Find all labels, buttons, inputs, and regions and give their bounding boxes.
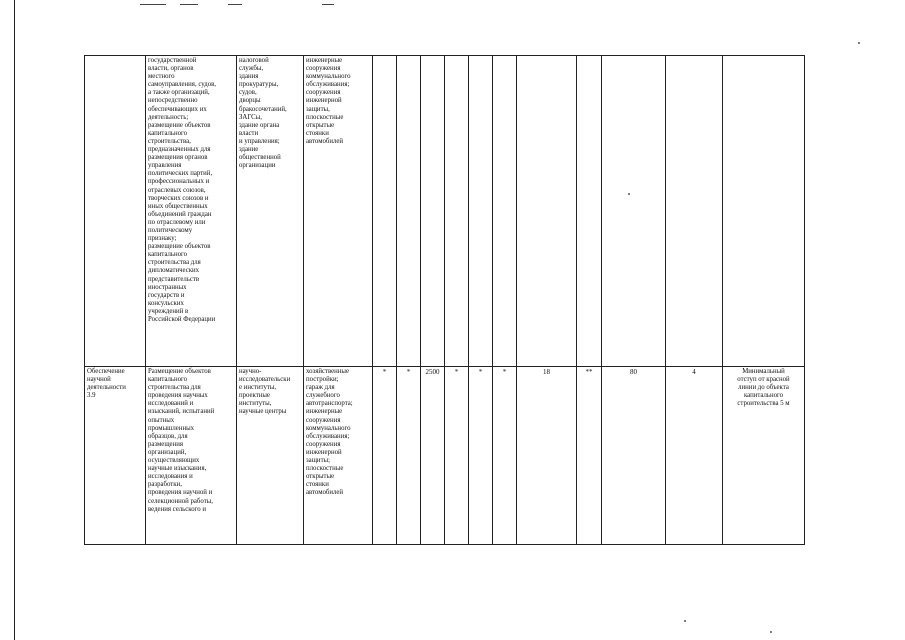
param-cell	[373, 56, 397, 367]
cell-text-line: Российской Федерации	[148, 316, 216, 323]
cell-text-line: власти	[239, 129, 259, 137]
param-cell: *	[373, 367, 397, 545]
cell-text-line: автомобилей	[306, 489, 344, 497]
cell-text-line: изысканий, испытаний	[148, 408, 215, 416]
cell-text-line: а также организаций,	[148, 89, 210, 97]
cell-text-line: коммунального	[306, 424, 351, 432]
auxiliary-uses-cell	[304, 56, 373, 367]
cell-text-line: деятельности	[87, 384, 126, 392]
cell-text-line: политических партий,	[148, 170, 213, 178]
cell-text-line: проведения научной и	[148, 489, 213, 497]
param-cell	[421, 56, 445, 367]
land-use-regulations-table	[84, 55, 805, 545]
cell-text-line: размещения	[148, 440, 183, 448]
cell-text-line: научные изыскания,	[148, 465, 207, 473]
description-cell	[146, 56, 237, 367]
cell-text-line: капитального	[148, 376, 188, 384]
param-cell	[469, 56, 493, 367]
cell-text-line: творческих союзов и	[148, 194, 209, 202]
cell-text-line: инженерные	[306, 57, 343, 64]
cell-text-line: признаку;	[148, 235, 177, 243]
cell-text-line: здание	[239, 146, 259, 154]
cell-text-line: налоговой	[239, 57, 269, 64]
cell-text-line: сооружения	[306, 416, 341, 424]
cell-text-line: автотранспорта;	[306, 400, 353, 408]
cell-text-line: научные центры	[239, 408, 287, 416]
cell-text-line: обслуживания;	[306, 81, 350, 89]
cell-text-line: государственной	[148, 57, 197, 64]
cell-text-line: самоуправления, судов,	[148, 81, 216, 89]
main-uses-cell	[237, 56, 304, 367]
cell-text-line: исследовательски	[239, 376, 291, 384]
cell-text-line: консульских	[148, 299, 184, 307]
cell-text-line: сооружения	[306, 65, 341, 73]
cell-text-line: служебного	[306, 392, 340, 400]
cell-text-line: автомобилей	[306, 137, 344, 145]
cell-text-line: образцов, для	[148, 432, 188, 440]
cell-text-line: здания	[239, 73, 259, 81]
cell-text-line: местного	[148, 73, 175, 81]
cell-text-line: иных общественных	[148, 202, 208, 210]
cell-text-line: инженерной	[306, 97, 342, 105]
cell-text-line: капитального	[743, 392, 784, 400]
table-row-continued	[85, 56, 805, 367]
cell-text-line: промышленных	[148, 424, 195, 432]
code-cell	[85, 56, 146, 367]
scan-mark	[322, 4, 334, 5]
cell-text-line: инженерные	[306, 408, 343, 416]
cell-text-line: стоянки	[306, 129, 329, 137]
cell-text-line: службы,	[239, 65, 264, 73]
param-cell	[397, 56, 421, 367]
table-row-science	[85, 367, 805, 545]
param-cell: 4	[666, 367, 723, 545]
cell-text-line: организации	[239, 162, 276, 170]
cell-text-line: Размещение объектов	[148, 368, 211, 375]
cell-text-line: институты,	[239, 400, 272, 408]
cell-text-line: дворцы	[239, 97, 261, 105]
cell-text-line: прокуратуры,	[239, 81, 279, 89]
cell-text-line: строительства для	[148, 259, 201, 267]
cell-text-line: власти, органов	[148, 65, 194, 73]
param-cell	[577, 56, 602, 367]
description-cell	[146, 367, 237, 545]
code-cell	[85, 367, 146, 545]
cell-text-line: размещения органов	[148, 154, 208, 162]
cell-text-line: инженерной	[306, 448, 342, 456]
param-cell	[493, 56, 517, 367]
param-cell: **	[577, 367, 602, 545]
cell-text-line: сооружения	[306, 89, 341, 97]
cell-text-line: организаций,	[148, 448, 187, 456]
cell-text-line: научно-	[239, 368, 262, 375]
cell-text-line: непосредственно	[148, 97, 198, 105]
cell-text-line: по отраслевому или	[148, 218, 206, 226]
cell-text-line: капитального	[148, 129, 188, 137]
auxiliary-uses-cell	[304, 367, 373, 545]
cell-text-line: строительства для	[148, 384, 201, 392]
scan-speck	[858, 42, 860, 44]
cell-text-line: судов,	[239, 89, 257, 97]
cell-text-line: управления	[148, 162, 182, 170]
param-cell: 2500	[421, 367, 445, 545]
scan-mark	[228, 4, 242, 5]
cell-text-line: государств и	[148, 291, 185, 299]
param-cell: *	[469, 367, 493, 545]
cell-text-line: капитального	[148, 251, 188, 259]
scan-mark	[180, 4, 198, 5]
cell-text-line: проектные	[239, 392, 270, 400]
scan-mark	[140, 4, 166, 5]
cell-text-line: проведения научных	[148, 392, 208, 400]
cell-text-line: сооружения	[306, 440, 341, 448]
cell-text-line: бракосочетаний,	[239, 105, 287, 113]
cell-text-line: отступ от красной	[737, 376, 790, 384]
cell-text-line: 3.9	[87, 392, 96, 400]
cell-text-line: коммунального	[306, 73, 351, 81]
cell-text-line: обеспечивающих их	[148, 105, 207, 113]
param-cell	[666, 56, 723, 367]
param-cell	[517, 56, 577, 367]
cell-text-line: линии до объекта	[738, 384, 789, 392]
page-left-border	[14, 0, 15, 640]
cell-text-line: осуществляющих	[148, 457, 200, 465]
cell-text-line: плоскостные	[306, 113, 344, 121]
cell-text-line: политическому	[148, 226, 193, 234]
cell-text-line: стоянки	[306, 481, 329, 489]
cell-text-line: хозяйственные	[306, 368, 350, 375]
cell-text-line: ЗАГСы,	[239, 113, 262, 121]
cell-text-line: размещение объектов	[148, 243, 211, 251]
scan-speck	[770, 631, 772, 633]
cell-text-line: строительства 5 м	[737, 400, 790, 408]
cell-text-line: предназначенных для	[148, 146, 211, 154]
cell-text-line: и управления;	[239, 137, 280, 145]
param-cell: *	[445, 367, 469, 545]
cell-text-line: Обеспечение	[87, 368, 125, 375]
cell-text-line: защиты;	[306, 457, 330, 465]
cell-text-line: научной	[87, 376, 111, 384]
cell-text-line: Минимальный	[742, 368, 785, 375]
param-cell	[602, 56, 666, 367]
note-cell	[723, 367, 805, 545]
cell-text-line: е институты,	[239, 384, 277, 392]
cell-text-line: открытые	[306, 473, 335, 481]
cell-text-line: открытые	[306, 121, 335, 129]
cell-text-line: исследования и	[148, 473, 193, 481]
cell-text-line: ведения сельского и	[148, 505, 207, 513]
note-cell	[723, 56, 805, 367]
cell-text-line: общественной	[239, 154, 281, 162]
cell-text-line: представительств	[148, 275, 200, 283]
param-cell	[445, 56, 469, 367]
cell-text-line: отраслевых союзов,	[148, 186, 206, 194]
cell-text-line: профессиональных и	[148, 178, 210, 186]
param-cell: *	[397, 367, 421, 545]
cell-text-line: постройки;	[306, 376, 339, 384]
cell-text-line: обслуживания;	[306, 432, 350, 440]
cell-text-line: гараж для	[306, 384, 335, 392]
cell-text-line: исследований и	[148, 400, 194, 408]
cell-text-line: здание органа	[239, 121, 280, 129]
cell-text-line: дипломатических	[148, 267, 200, 275]
cell-text-line: разработки,	[148, 481, 182, 489]
cell-text-line: плоскостные	[306, 465, 344, 473]
param-cell: 80	[602, 367, 666, 545]
cell-text-line: опытных	[148, 416, 175, 424]
main-uses-cell	[237, 367, 304, 545]
cell-text-line: селекционной работы,	[148, 497, 213, 505]
param-cell: 18	[517, 367, 577, 545]
cell-text-line: учреждений в	[148, 307, 189, 315]
cell-text-line: размещение объектов	[148, 121, 211, 129]
param-cell: *	[493, 367, 517, 545]
scan-speck	[684, 620, 686, 622]
cell-text-line: объединений граждан	[148, 210, 212, 218]
cell-text-line: деятельность;	[148, 113, 189, 121]
cell-text-line: защиты,	[306, 105, 330, 113]
cell-text-line: строительства,	[148, 137, 191, 145]
cell-text-line: иностранных	[148, 283, 187, 291]
